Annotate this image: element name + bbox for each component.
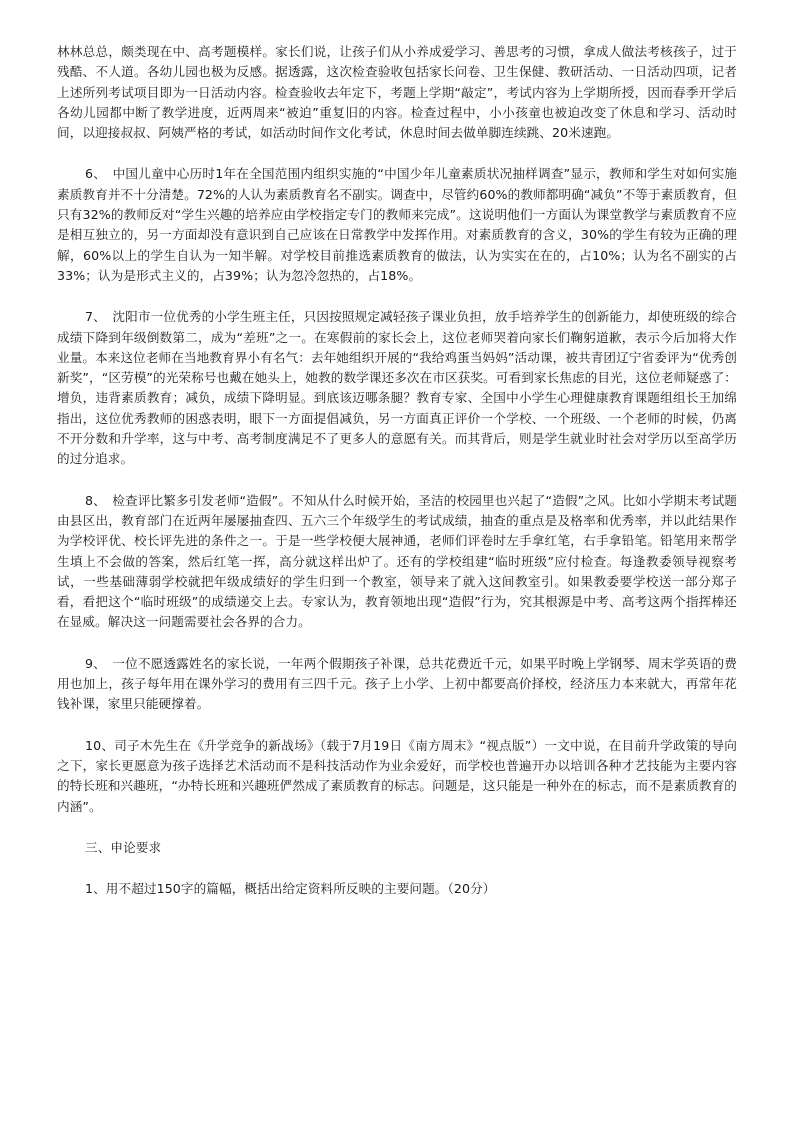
paragraph-item-7: 7、 沈阳市一位优秀的小学生班主任，只因按照规定减轻孩子课业负担，放手培养学生的创新能力，却使班级的综合成绩下降到年级倒数第二，成为“差班”之一。在寒假前的家长会上，这位老师哭着向家长们鞠躬道歉，表示今后加将大作业量。本来这位老师在当地教育界小有名气：去年她组织开展的“我给鸡蛋当妈妈”活动课，被共青团辽宁省委评为“优秀创新奖”，“区劳模”的光荣称号也戴在她头上，她教的数学课还多次在市区获奖。可看到家长焦虑的目光，这位老师疑惑了：增负，违背素质教育；减负，成绩下降明显。到底该迈哪条腿？教育专家、全国中小学生心理健康教育课题组组长王加绵指出，这位优秀教师的困惑表明，眼下一方面提倡减负，另一方面真正评价一个学校、一个班级、一个老师的时候，仍离不开分数和升学率，这与中考、高考制度满足不了更多人的意愿有关。而其背后，则是学生就业时社会对学历以至高学历的过分追求。: [57, 309, 737, 467]
paragraph-item-6: 6、 中国儿童中心历时1年在全国范围内组织实施的“中国少年儿童素质状况抽样调查”显示，教师和学生对如何实施素质教育并不十分清楚。72%的人认为素质教育名不副实。调查中，尽管约60%的教师都明确“减负”不等于素质教育，但只有32%的教师反对“学生兴趣的培养应由学校指定专门的教师来完成”。这说明他们一方面认为课堂教学与素质教育不应是相互独立的，另一方面却没有意识到自己应该在日常教学中发挥作用。对素质教育的含义，30%的学生有较为正确的理解，60%以上的学生自认为一知半解。对学校目前推选素质教育的做法，认为实实在在的，占10%；认为名不副实的占33%；认为是形式主义的，占39%；认为忽冷忽热的，占18%。: [57, 166, 737, 283]
paragraph-item-10: 10、司子木先生在《升学竞争的新战场》（载于7月19日《南方周末》“视点版”）一文中说，在目前升学政策的导向之下，家长更愿意为孩子选择艺术活动而不是科技活动作为业余爱好，而学校也普遍开办以培训各种才艺技能为主要内容的特长班和兴趣班，“办特长班和兴趣班俨然成了素质教育的标志。问题是，这只能是一种外在的标志，而不是素质教育的内涵”。: [57, 737, 737, 814]
paragraph-item-8: 8、 检查评比繁多引发老师“造假”。不知从什么时候开始，圣洁的校园里也兴起了“造假”之风。比如小学期末考试题由县区出，教育部门在近两年屡屡抽查四、五六三个年级学生的考试成绩，抽查的重点是及格率和优秀率，并以此结果作为学校评优、校长评先进的条件之一。于是一些学校便大展神通，老师们评卷时左手拿红笔，右手拿铅笔。铅笔用来帮学生填上不会做的答案，然后红笔一挥，高分就这样出炉了。还有的学校组建“临时班级”应付检查。每逢教委领导视察考试，一些基础薄弱学校就把年级成绩好的学生归到一个教室，领导来了就入这间教室引。如果教委要学校送一部分郑子看，看把这个“临时班级”的成绩递交上去。专家认为，教育领地出现“造假”行为，究其根源是中考、高考这两个指挥棒还在显威。解决这一问题需要社会各界的合力。: [57, 492, 737, 630]
paragraph-item-9: 9、 一位不愿透露姓名的家长说，一年两个假期孩子补课，总共花费近千元，如果平时晚上学钢琴、周末学英语的费用也加上，孩子每年用在课外学习的费用有三四千元。孩子上小学、上初中都要高价择校，经济压力本来就大，再常年花钱补课，家里只能硬撑着。: [57, 655, 737, 712]
section-heading-requirements: 三、申论要求: [85, 839, 162, 855]
paragraph-continuation: 林林总总，颇类现在中、高考题模样。家长们说，让孩子们从小养成爱学习、善思考的习惯，拿成人做法考核孩子，过于残酷、不人道。各幼儿园也极为反感。据透露，这次检查验收包括家长问卷、卫生保健、教研活动、一日活动四项，记者上述所列考试项目即为一日活动内容。检查验收去年定下，考题上学期“敲定”，考试内容为上学期所授，因而春季开学后各幼儿园都中断了教学进度，近两周来“被迫”重复旧的内容。检查过程中，小小孩童也被迫改变了休息和学习、活动时间，以迎接叔叔、阿姨严格的考试，如活动时间作文化考试，休息时间去做单脚连续跳、20米速跑。: [57, 44, 737, 141]
requirement-item-1: 1、用不超过150字的篇幅，概括出给定资料所反映的主要问题。（20分）: [85, 881, 496, 897]
